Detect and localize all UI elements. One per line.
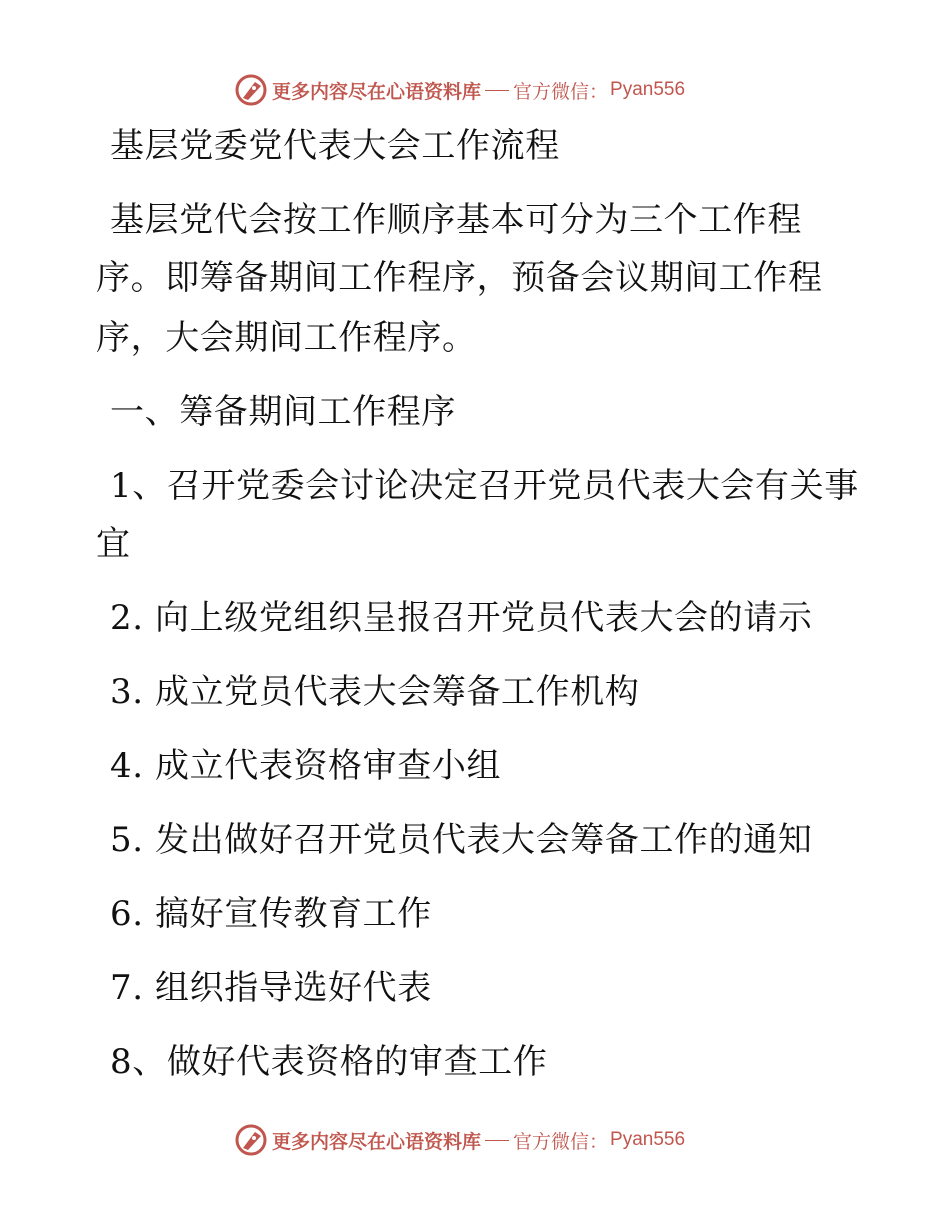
watermark-dash [485,1140,509,1141]
intro-line-1: 基层党代会按工作顺序基本可分为三个工作程 [110,200,802,240]
watermark-title: 更多内容尽在心语资料库 [272,80,482,103]
watermark-title: 更多内容尽在心语资料库 [272,1130,482,1153]
intro-line-3: 序，大会期间工作程序。 [96,318,477,358]
watermark-wechat-id: Pyan556 [610,79,686,100]
list-item: 7. 组织指导选好代表 [110,968,432,1008]
watermark-wechat-id: Pyan556 [610,1129,686,1150]
list-item: 3. 成立党员代表大会筹备工作机构 [110,672,640,712]
watermark-label: 官方微信： [513,1130,609,1153]
watermark-banner-bottom [234,1122,685,1158]
watermark-label: 官方微信： [513,80,609,103]
list-item: 8、做好代表资格的审查工作 [110,1042,548,1082]
list-item: 4. 成立代表资格审查小组 [110,746,502,786]
watermark-dash [485,90,509,91]
section-heading: 一、筹备期间工作程序 [110,392,456,432]
list-item: 6. 搞好宣传教育工作 [110,894,432,934]
list-item: 5. 发出做好召开党员代表大会筹备工作的通知 [110,820,813,860]
watermark-banner-top [234,72,685,108]
intro-line-2: 序。即筹备期间工作程序，预备会议期间工作程 [96,258,823,298]
list-item: 1、召开党委会讨论决定召开党员代表大会有关事 [110,466,859,506]
list-item: 2. 向上级党组织呈报召开党员代表大会的请示 [110,598,813,638]
document-title: 基层党委党代表大会工作流程 [110,126,560,166]
pen-nib-logo-icon [234,1123,268,1157]
pen-nib-logo-icon [234,73,268,107]
list-item-continuation: 宜 [96,524,131,564]
